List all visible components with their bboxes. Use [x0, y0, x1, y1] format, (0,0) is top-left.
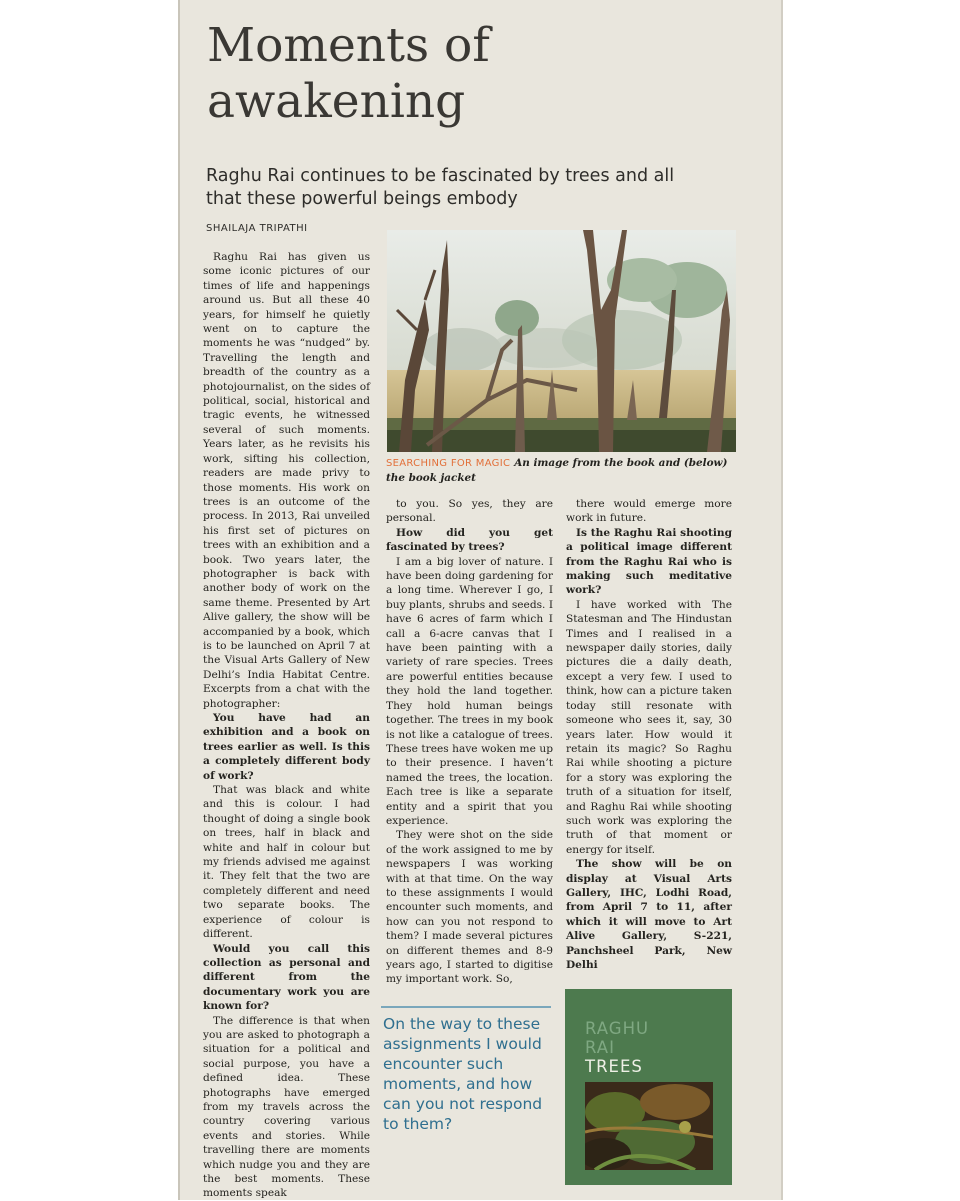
- byline: SHAILAJA TRIPATHI: [206, 223, 308, 234]
- interview-question: You have had an exhibition and a book on trees earlier as well. Is this a completely different body of work?: [203, 712, 370, 782]
- interview-answer: I have worked with The Statesman and The Hindustan Times and I realised in a newspaper daily stories, daily pictures die a daily death, except a very few. I used to think, how can a picture taken today still resonate with someone who sees it, say, 30 years later. How would it retain its magic? So Raghu Rai while shooting a picture for a story was exploring the truth of a situation for itself, and Raghu Rai while shooting such work was exploring the truth of that moment or energy for itself.: [566, 598, 732, 856]
- tree-landscape-image: [387, 230, 736, 452]
- interview-question: How did you get fascinated by trees?: [386, 526, 553, 554]
- subhead-line-1: Raghu Rai continues to be fascinated by trees and all: [206, 166, 675, 186]
- headline: [207, 18, 567, 130]
- interview-question: Is the Raghu Rai shooting a political image different from the Raghu Rai who is making such meditative work?: [566, 526, 732, 597]
- book-title-line-3: TREES: [585, 1057, 643, 1076]
- caption-kicker: SEARCHING FOR MAGIC: [386, 458, 511, 469]
- paper-edge: [781, 0, 783, 1200]
- book-title-line-2: RAI: [585, 1038, 615, 1057]
- intro-paragraph: Raghu Rai has given us some iconic pictures of our times of life and happenings around us. But all these 40 years, for himself he quietly went on to capture the moments he was “nudged” by. Travelling the length and breadth of the country as a photojournalist, on the sides of political, social, historical and tragic events, he witnessed several of such moments. Years later, as he revisits his work, sifting his collection, readers are made privy to those moments. His work on trees is an outcome of the process. In 2013, Rai unveiled his first set of pictures on trees with an exhibition and a book. Two years later, the photographer is back with another body of work on the same theme. Presented by Art Alive gallery, the show will be accompanied by a book, which is to be launched on April 7 at the Visual Arts Gallery of New Delhi’s India Habitat Centre. Excerpts from a chat with the photographer:: [203, 251, 370, 710]
- interview-answer: That was black and white and this is colour. I had thought of doing a single book on trees, half in black and white and half in colour but my friends advised me against it. They felt that the two are completely different and need two separate books. The experience of colour is different.: [203, 784, 370, 941]
- book-title-line-1: RAGHU: [585, 1019, 650, 1038]
- book-title: [585, 1019, 649, 1076]
- interview-question: Would you call this collection as personal and different from the documentary work you are known for?: [203, 942, 370, 1013]
- book-jacket: [565, 989, 732, 1185]
- caption-text: An image from the book and (below) the book jacket: [386, 457, 728, 484]
- subheadline: [206, 165, 726, 211]
- book-cover-photo: [585, 1082, 713, 1170]
- article-column-2: [386, 497, 553, 987]
- photo-caption: [386, 456, 736, 485]
- interview-answer-continued: there would emerge more work in future.: [566, 498, 732, 525]
- article-column-3: [566, 497, 732, 972]
- book-cover-image: [585, 1082, 713, 1170]
- pullquote: On the way to these assignments I would encounter such moments, and how can you not respond to them?: [383, 1015, 543, 1133]
- interview-answer-continued: to you. So yes, they are personal.: [386, 498, 553, 525]
- pullquote-rule: [381, 1006, 551, 1008]
- interview-answer: I am a big lover of nature. I have been doing gardening for a long time. Wherever I go, I buy plants, shrubs and seeds. I have 6 acres of farm which I call a 6-acre canvas that I have been painting with a variety of rare species. Trees are powerful entities because they hold the land together. They hold human beings together. The trees in my book is not like a catalogue of trees. These trees have woken me up to their presence. I haven’t named the trees, the location. Each tree is like a separate entity and a spirit that you experience.: [386, 555, 553, 827]
- tree-photograph: [387, 230, 736, 452]
- headline-line-2: awakening: [207, 74, 466, 129]
- interview-answer: The difference is that when you are asked to photograph a situation for a political and social purpose, you have a defined idea. These photographs have emerged from my travels across the country covering various events and stories. While travelling there are moments which nudge you and they are the best moments. These moments speak: [203, 1014, 370, 1200]
- article-column-1: [203, 250, 370, 1201]
- headline-line-1: Moments of: [207, 18, 490, 73]
- subhead-line-2: that these powerful beings embody: [206, 189, 518, 209]
- interview-answer: They were shot on the side of the work assigned to me by newspapers I was working with at that time. On the way to these assignments I would encounter such moments, and how can you not respond to them? I made several pictures on different themes and 8-9 years ago, I started to digitise my important work. So,: [386, 829, 553, 986]
- show-details: The show will be on display at Visual Arts Gallery, IHC, Lodhi Road, from April 7 to 11, after which it will move to Art Alive Gallery, S-221, Panchsheel Park, New Delhi: [566, 858, 732, 971]
